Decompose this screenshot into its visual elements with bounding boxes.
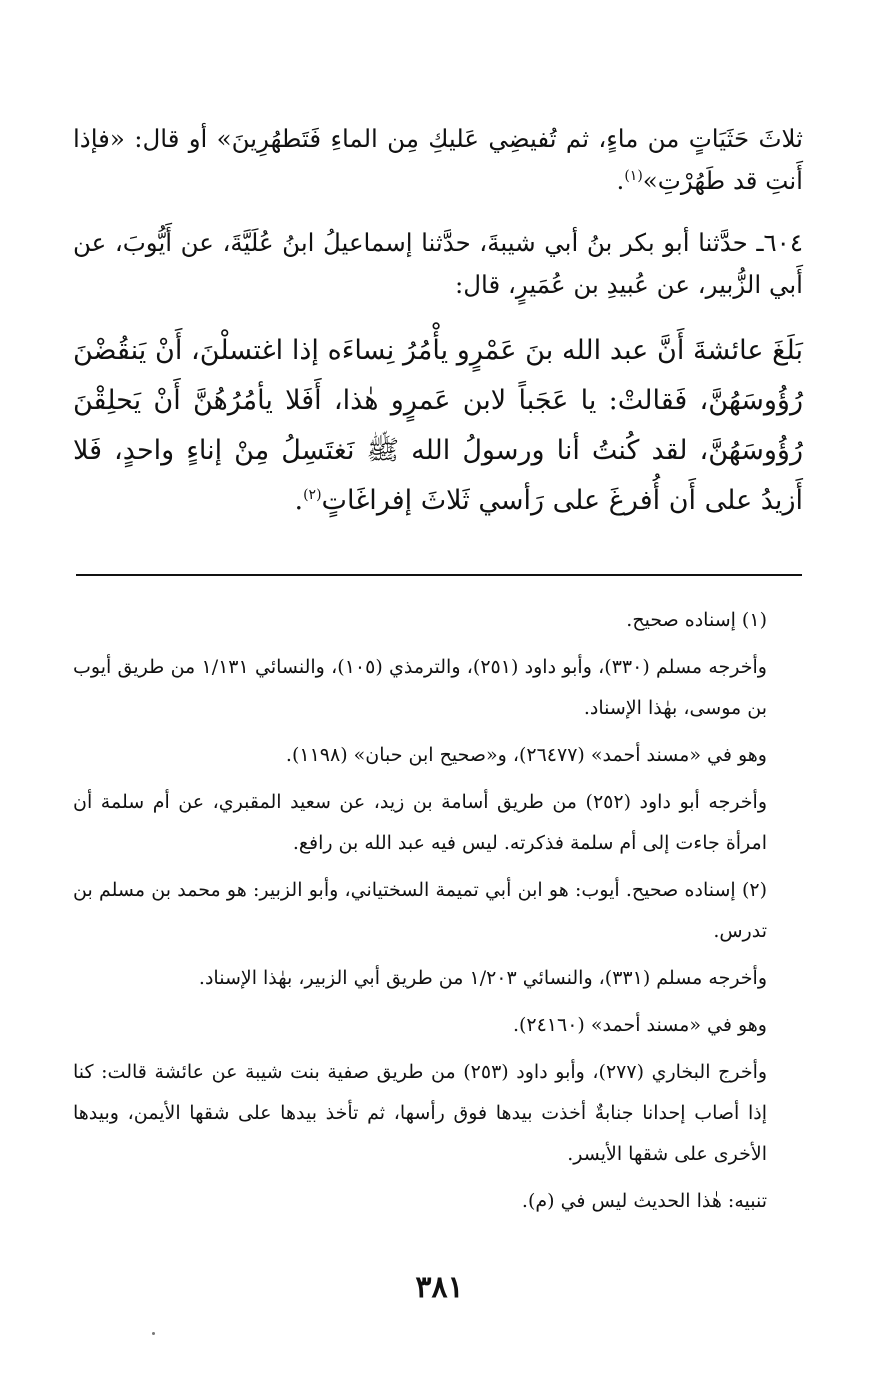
footnote-2-heading: (٢) إسناده صحيح. أيوب: هو ابن أبي تميمة السختياني، وأبو الزبير: هو محمد بن مسلم بن تدرس. (73, 879, 767, 942)
scan-speck (152, 1332, 155, 1335)
footnotes (73, 600, 803, 1228)
hadith-604-isnad: ٦٠٤ـ حدَّثنا أبو بكر بنُ أبي شيبةَ، حدَّثنا إسماعيلُ ابنُ عُلَيَّةَ، عن أَيُّوبَ، عن أَبي الزُّبير، عن عُبيدِ بن عُمَيرٍ، قال: (73, 228, 803, 299)
para3-text: بَلَغَ عائشةَ أَنَّ عبد الله بنَ عَمْرٍو يأْمُرُ نِساءَه إذا اغتسلْنَ، أَنْ يَنقُضْنَ رُؤُوسَهُنَّ، فَقالتْ: يا عَجَباً لابن عَمرٍو هٰذا، أَفَلا يأمُرُهُنَّ أَنْ يَحلِقْنَ رُؤُوسَهُنَّ، لقد كُنتُ أنا ورسولُ الله ﷺ نَغتَسِلُ مِنْ إناءٍ واحدٍ، فَلا أَزيدُ على أَن أُفرغَ على رَأسي ثَلاثَ إفراغَاتٍ (73, 335, 803, 516)
footnote-1-line: وأخرجه أبو داود (٢٥٢) من طريق أسامة بن زيد، عن سعيد المقبري، عن أم سلمة أن امرأة جاءت إلى أم سلمة فذكرته. ليس فيه عبد الله بن رافع. (73, 791, 768, 854)
footnote-2-line: وهو في «مسند أحمد» (٢٤١٦٠). (512, 1014, 767, 1036)
footnote-1-line: وأخرجه مسلم (٣٣٠)، وأبو داود (٢٥١)، والترمذي (١٠٥)، والنسائي ١/١٣١ من طريق أيوب بن موسى، بهٰذا الإسناد. (73, 656, 767, 719)
footnote-1-heading: (١) إسناده صحيح. (626, 609, 767, 631)
footnote-2-line: وأخرج البخاري (٢٧٧)، وأبو داود (٢٥٣) من طريق صفية بنت شيبة عن عائشة قالت: كنا إذا أصاب إحدانا جنابةٌ أخذت بيدها فوق رأسها، ثم تأخذ بيدها على شقها الأيمن، وبيدها الأخرى على شقها الأيسر. (73, 1061, 768, 1165)
hadith-continuation (73, 118, 803, 202)
footnote-note: تنبيه: هٰذا الحديث ليس في (م). (521, 1190, 767, 1212)
para1-text: ثلاثَ حَثَيَاتٍ من ماءٍ، ثم تُفيضِي عَليكِ مِن الماءِ فَتَطهُرِينَ» أو قال: «فإذا أَنتِ قد طَهُرْتِ» (73, 124, 803, 195)
hadith-604-matn (73, 326, 803, 526)
footnote-1-line: وهو في «مسند أحمد» (٢٦٤٧٧)، و«صحيح ابن حبان» (١١٩٨). (285, 744, 767, 766)
para3-end: . (294, 485, 304, 516)
para1-end: . (616, 166, 625, 195)
page-number: ٣٨١ (415, 1270, 464, 1305)
footnote-2-line: وأخرجه مسلم (٣٣١)، والنسائي ١/٢٠٣ من طريق أبي الزبير، بهٰذا الإسناد. (198, 967, 767, 989)
footnote-ref-2: (٢) (303, 487, 322, 503)
footnote-ref-1: (١) (624, 167, 643, 184)
footnote-divider (76, 574, 802, 576)
main-text (73, 118, 803, 546)
